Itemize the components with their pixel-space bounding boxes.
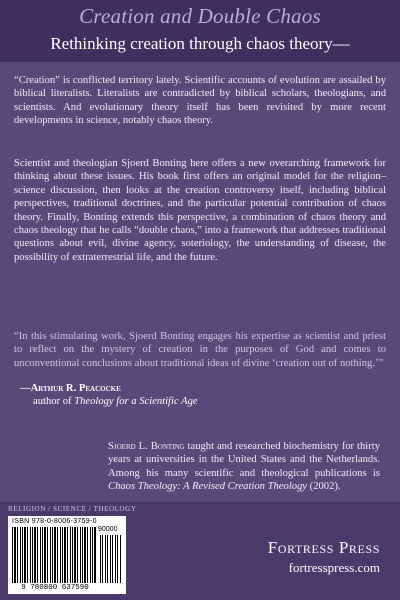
blurb-paragraph-2: Scientist and theologian Sjoerd Bonting here offers a new overarching framework for thinking about these issues. His book first offers an original model for the religion–science discussion, then looks at the creation controversy itself, including biblical perspectives, traditional doctrines, and the particular potential contribution of chaos theory. Finally, Bonting extends this perspective, a combination of chaos theory and chaos theology that he calls “double chaos,” into a framework that addresses traditional questions about evil, divine agency, soteriology, the understanding of disease, the possibility of extraterrestrial life, and the future. — [14, 158, 386, 263]
book-subtitle: Rethinking creation through chaos theory— — [50, 34, 350, 53]
endorsement-author-of: author of — [33, 396, 72, 407]
barcode — [8, 516, 126, 594]
subject-categories: RELIGION / SCIENCE / THEOLOGY — [8, 505, 137, 513]
author-bio — [108, 440, 380, 494]
description-panel — [0, 62, 400, 502]
author-book-title: Chaos Theology: A Revised Creation Theology — [108, 481, 308, 493]
endorsement-work-title: Theology for a Scientific Age — [74, 396, 198, 407]
endorsement-credential — [33, 396, 198, 407]
barcode-bars — [12, 527, 96, 583]
book-title: Creation and Double Chaos — [79, 4, 321, 28]
ean-number: 9 780800 637590 — [10, 584, 100, 592]
isbn-label: ISBN 978-0-8006-3759-0 — [12, 518, 97, 525]
endorsement-author: —Arthur R. Peacocke — [20, 383, 121, 394]
blurb-paragraph-1: “Creation” is conflicted territory lately. Scientific accounts of evolution are assailed by biblical literalists. Literalists are contradicted by biblical scholars, theologians, and scientists. And evolutionary theory itself has been revisited by more recent developments in science, notably chaos theory. — [14, 75, 386, 127]
publisher-website: fortresspress.com — [288, 560, 380, 575]
author-bio-text: taught and researched biochemistry for thirty years at universities in the United States and the Netherlands. Among his many scientific and theological publications is — [108, 441, 380, 479]
publisher-name: Fortress Press — [267, 538, 380, 557]
endorsement-quote: “In this stimulating work, Sjoerd Bonting engages his expertise as scientist and priest to reflect on the mystery of creation in the purposes of God and comes to unconventional conclusions about traditional ideas of divine ‘creation out of nothing.’” — [14, 331, 386, 369]
price-code: 90000 — [98, 526, 118, 533]
header-band — [0, 0, 400, 62]
barcode-addon-bars — [100, 535, 122, 583]
author-name: Sjoerd L. Bonting — [108, 441, 185, 452]
author-bio-end: (2002). — [307, 481, 341, 493]
